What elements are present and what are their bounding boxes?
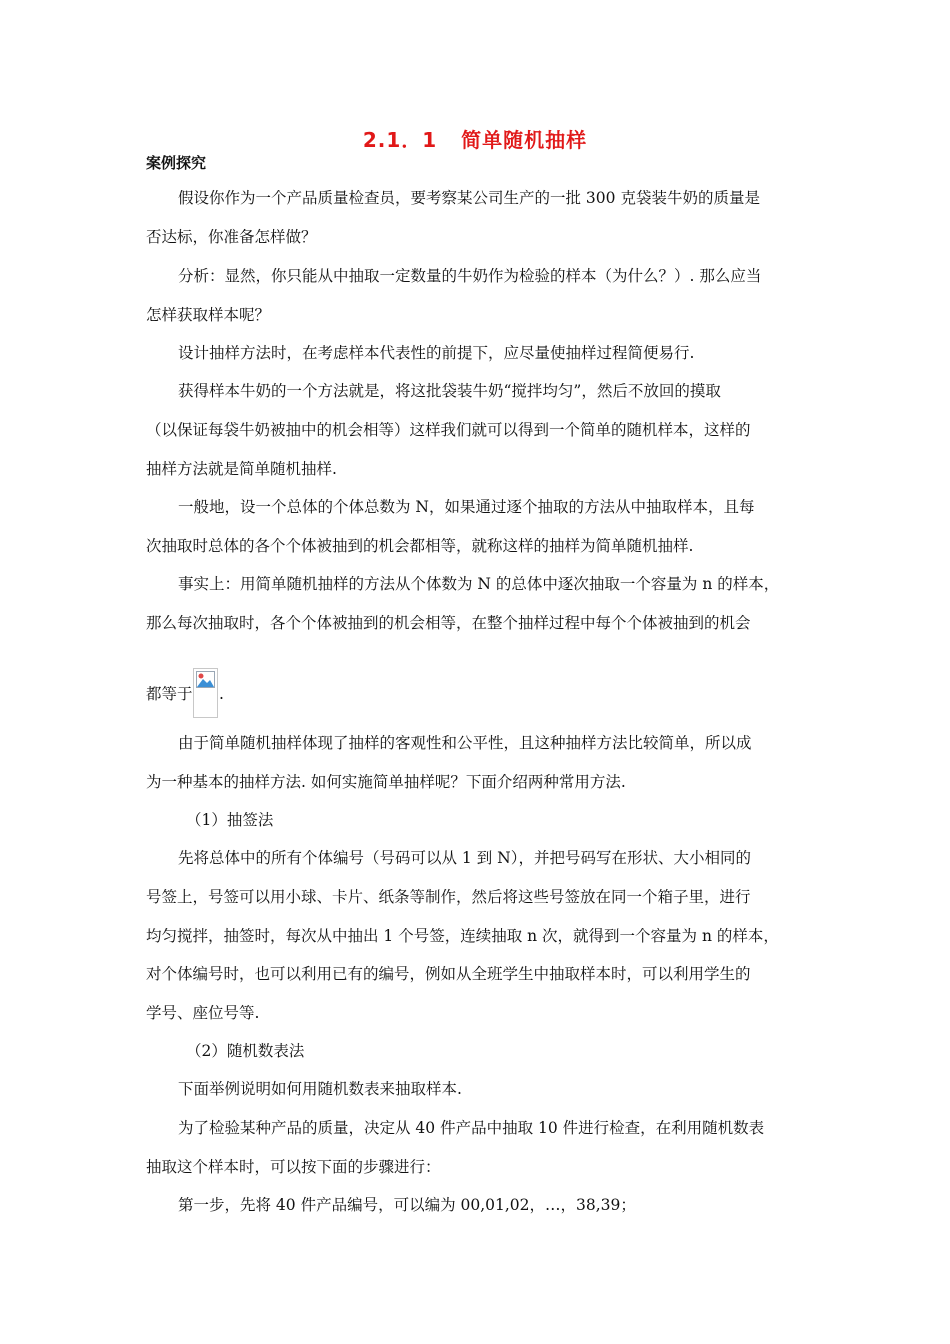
paragraph-line: 事实上：用简单随机抽样的方法从个体数为 N 的总体中逐次抽取一个容量为 n 的样本， xyxy=(178,575,780,593)
paragraph-line: 第一步，先将 40 件产品编号，可以编为 00,01,02，…，38,39； xyxy=(178,1196,636,1214)
paragraph-line: 为一种基本的抽样方法. 如何实施简单抽样呢？下面介绍两种常用方法. xyxy=(146,773,626,791)
paragraph-line: 对个体编号时，也可以利用已有的编号，例如从全班学生中抽取样本时，可以利用学生的 xyxy=(146,965,751,983)
paragraph-line: 抽取这个样本时，可以按下面的步骤进行： xyxy=(146,1158,441,1176)
paragraph-line: 下面举例说明如何用随机数表来抽取样本. xyxy=(178,1080,462,1098)
paragraph-line: 设计抽样方法时，在考虑样本代表性的前提下，应尽量使抽样过程简便易行. xyxy=(178,344,695,362)
paragraph-line: 一般地，设一个总体的个体总数为 N，如果通过逐个抽取的方法从中抽取样本，且每 xyxy=(178,498,755,516)
period-mark: . xyxy=(219,685,224,703)
subheading: （2）随机数表法 xyxy=(186,1042,305,1060)
paragraph-line: （以保证每袋牛奶被抽中的机会相等）这样我们就可以得到一个简单的随机样本，这样的 xyxy=(146,421,751,439)
subheading: （1）抽签法 xyxy=(186,811,274,829)
paragraph-line: 分析：显然，你只能从中抽取一定数量的牛奶作为检验的样本（为什么？）. 那么应当 xyxy=(178,267,762,285)
document-title: 2.1．1 简单随机抽样 xyxy=(362,128,588,152)
broken-image-icon xyxy=(196,671,215,688)
paragraph-line: 学号、座位号等. xyxy=(146,1004,260,1022)
paragraph-line: 由于简单随机抽样体现了抽样的客观性和公平性，且这种抽样方法比较简单，所以成 xyxy=(178,734,752,752)
paragraph-line: 怎样获取样本呢？ xyxy=(146,306,271,324)
section-heading: 案例探究 xyxy=(146,154,207,172)
paragraph-line: 均匀搅拌，抽签时，每次从中抽出 1 个号签，连续抽取 n 次，就得到一个容量为 n 的样本， xyxy=(146,927,779,945)
paragraph-line: 获得样本牛奶的一个方法就是，将这批袋装牛奶“搅拌均匀”，然后不放回的摸取 xyxy=(178,382,721,400)
paragraph-line: 假设你作为一个产品质量检查员，要考察某公司生产的一批 300 克袋装牛奶的质量是 xyxy=(178,189,760,207)
paragraph-line: 否达标，你准备怎样做？ xyxy=(146,228,317,246)
paragraph-line: 为了检验某种产品的质量，决定从 40 件产品中抽取 10 件进行检查，在利用随机数表 xyxy=(178,1119,765,1137)
paragraph-line: 次抽取时总体的各个个体被抽到的机会都相等，就称这样的抽样为简单随机抽样. xyxy=(146,537,694,555)
formula-image-placeholder xyxy=(193,668,218,718)
paragraph-line: 抽样方法就是简单随机抽样. xyxy=(146,460,337,478)
paragraph-line: 号签上，号签可以用小球、卡片、纸条等制作，然后将这些号签放在同一个箱子里，进行 xyxy=(146,888,751,906)
paragraph-line: 都等于 xyxy=(146,685,193,703)
paragraph-line: 先将总体中的所有个体编号（号码可以从 1 到 N），并把号码写在形状、大小相同的 xyxy=(178,849,751,867)
paragraph-line: 那么每次抽取时，各个个体被抽到的机会相等，在整个抽样过程中每个个体被抽到的机会 xyxy=(146,614,751,632)
